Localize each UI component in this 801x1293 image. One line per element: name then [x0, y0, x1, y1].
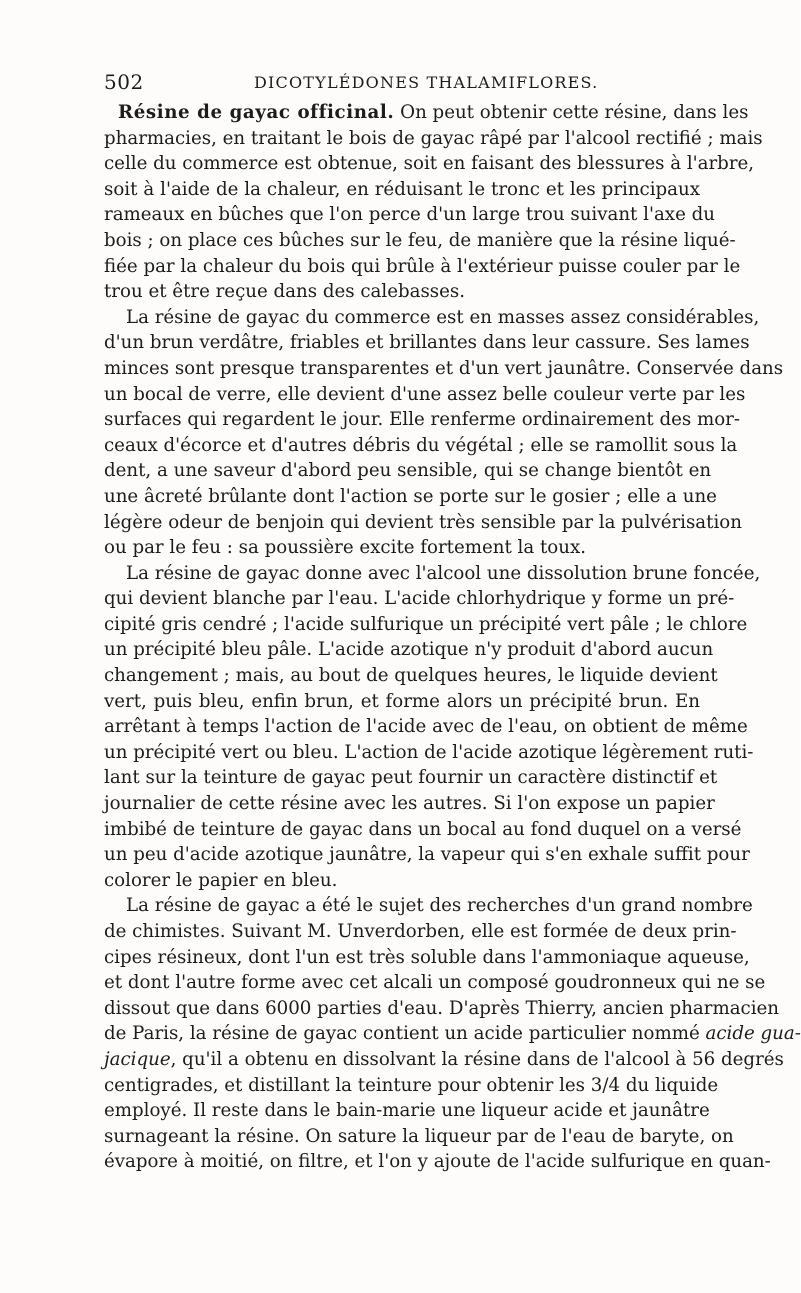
text-line: minces sont presque transparentes et d'un vert jaunâtre. Conservée dans — [104, 357, 784, 379]
text-line: bois ; on place ces bûches sur le feu, de manière que la résine liqué- — [104, 229, 736, 251]
text-line: cipité gris cendré ; l'acide sulfurique un précipité vert pâle ; le chlore — [104, 613, 748, 635]
text-line: jacique, qu'il a obtenu en dissolvant la résine dans de l'alcool à 56 degrés — [104, 1048, 784, 1070]
page-body — [104, 100, 801, 1175]
page-header — [104, 70, 700, 100]
text-line: un précipité bleu pâle. L'acide azotique n'y produit d'abord aucun — [104, 639, 714, 661]
text-line: un bocal de verre, elle devient d'une assez belle couleur verte par les — [104, 383, 746, 405]
text-line: journalier de cette résine avec les autres. Si l'on expose un papier — [104, 793, 715, 815]
text-line: cipes résineux, dont l'un est très soluble dans l'ammoniaque aqueuse, — [104, 946, 750, 968]
text-line: pharmacies, en traitant le bois de gayac râpé par l'alcool rectifié ; mais — [104, 127, 763, 149]
text-line: lant sur la teinture de gayac peut fournir un caractère distinctif et — [104, 767, 718, 789]
text-line: rameaux en bûches que l'on perce d'un large trou suivant l'axe du — [104, 204, 715, 226]
text-line: surfaces qui regardent le jour. Elle renferme ordinairement des mor- — [104, 409, 741, 431]
text-line: vert, puis bleu, enfin brun, et forme alors un précipité brun. En — [104, 690, 700, 712]
text-line: légère odeur de benjoin qui devient très sensible par la pulvérisation — [104, 511, 742, 533]
text-line: et dont l'autre forme avec cet alcali un composé goudronneux qui ne se — [104, 972, 766, 994]
text-line: celle du commerce est obtenue, soit en faisant des blessures à l'arbre, — [104, 153, 755, 175]
text-line: La résine de gayac donne avec l'alcool une dissolution brune foncée, — [126, 562, 761, 584]
text-line: arrêtant à temps l'action de l'acide avec de l'eau, on obtient de même — [104, 716, 748, 738]
text-line: dissout que dans 6000 parties d'eau. D'après Thierry, ancien pharmacien — [104, 997, 780, 1019]
italic-term: acide gua- — [705, 1023, 801, 1045]
text-line: un précipité vert ou bleu. L'action de l'acide azotique légèrement ruti- — [104, 741, 754, 763]
text-line: ou par le feu : sa poussière excite fortement la toux. — [104, 537, 587, 559]
text-line: La résine de gayac a été le sujet des recherches d'un grand nombre — [126, 895, 753, 917]
italic-term-end: jacique — [104, 1048, 171, 1070]
text-line: évapore à moitié, on filtre, et l'on y ajoute de l'acide sulfurique en quan- — [104, 1151, 771, 1173]
paragraph-commerce — [104, 305, 784, 561]
paragraph-reactions — [104, 561, 761, 894]
text-line: employé. Il reste dans le bain-marie une liqueur acide et jaunâtre — [104, 1100, 710, 1122]
text-line: d'un brun verdâtre, friables et brillantes dans leur cassure. Ses lames — [104, 332, 750, 354]
text-line: trou et être reçue dans des calebasses. — [104, 281, 465, 303]
text-line: qui devient blanche par l'eau. L'acide chlorhydrique y forme un pré- — [104, 588, 735, 610]
text-line: fiée par la chaleur du bois qui brûle à l'extérieur puisse couler par le — [104, 255, 741, 277]
paragraph-chimistes — [104, 893, 801, 1175]
text-line: un peu d'acide azotique jaunâtre, la vapeur qui s'en exhale suffit pour — [104, 844, 750, 866]
text-line: colorer le papier en bleu. — [104, 869, 338, 891]
text-line: de chimistes. Suivant M. Unverdorben, elle est formée de deux prin- — [104, 921, 737, 942]
section-heading: Résine de gayac officinal. — [118, 102, 395, 123]
text-line: de Paris, la résine de gayac contient un acide particulier nommé acide gua- — [104, 1023, 801, 1045]
paragraph-resine-officinal — [104, 100, 763, 305]
text-line: dent, a une saveur d'abord peu sensible, qui se change bientôt en — [104, 460, 712, 482]
text-line: une âcreté brûlante dont l'action se porte sur le gosier ; elle a une — [104, 485, 717, 507]
running-head: DICOTYLÉDONES THALAMIFLORES. — [254, 73, 599, 92]
text-line: changement ; mais, au bout de quelques heures, le liquide devient — [104, 665, 718, 687]
text-line: ceaux d'écorce et d'autres débris du végétal ; elle se ramollit sous la — [104, 434, 738, 456]
text-line: imbibé de teinture de gayac dans un bocal au fond duquel on a versé — [104, 818, 742, 840]
page-number: 502 — [104, 70, 144, 94]
text-line: La résine de gayac du commerce est en masses assez considérables, — [126, 306, 760, 328]
text-line: centigrades, et distillant la teinture pour obtenir les 3/4 du liquide — [104, 1074, 719, 1096]
text-line: surnageant la résine. On sature la liqueur par de l'eau de baryte, on — [104, 1125, 734, 1147]
text-line: soit à l'aide de la chaleur, en réduisant le tronc et les principaux — [104, 178, 700, 200]
text-line: Résine de gayac officinal. On peut obtenir cette résine, dans les — [118, 102, 749, 123]
